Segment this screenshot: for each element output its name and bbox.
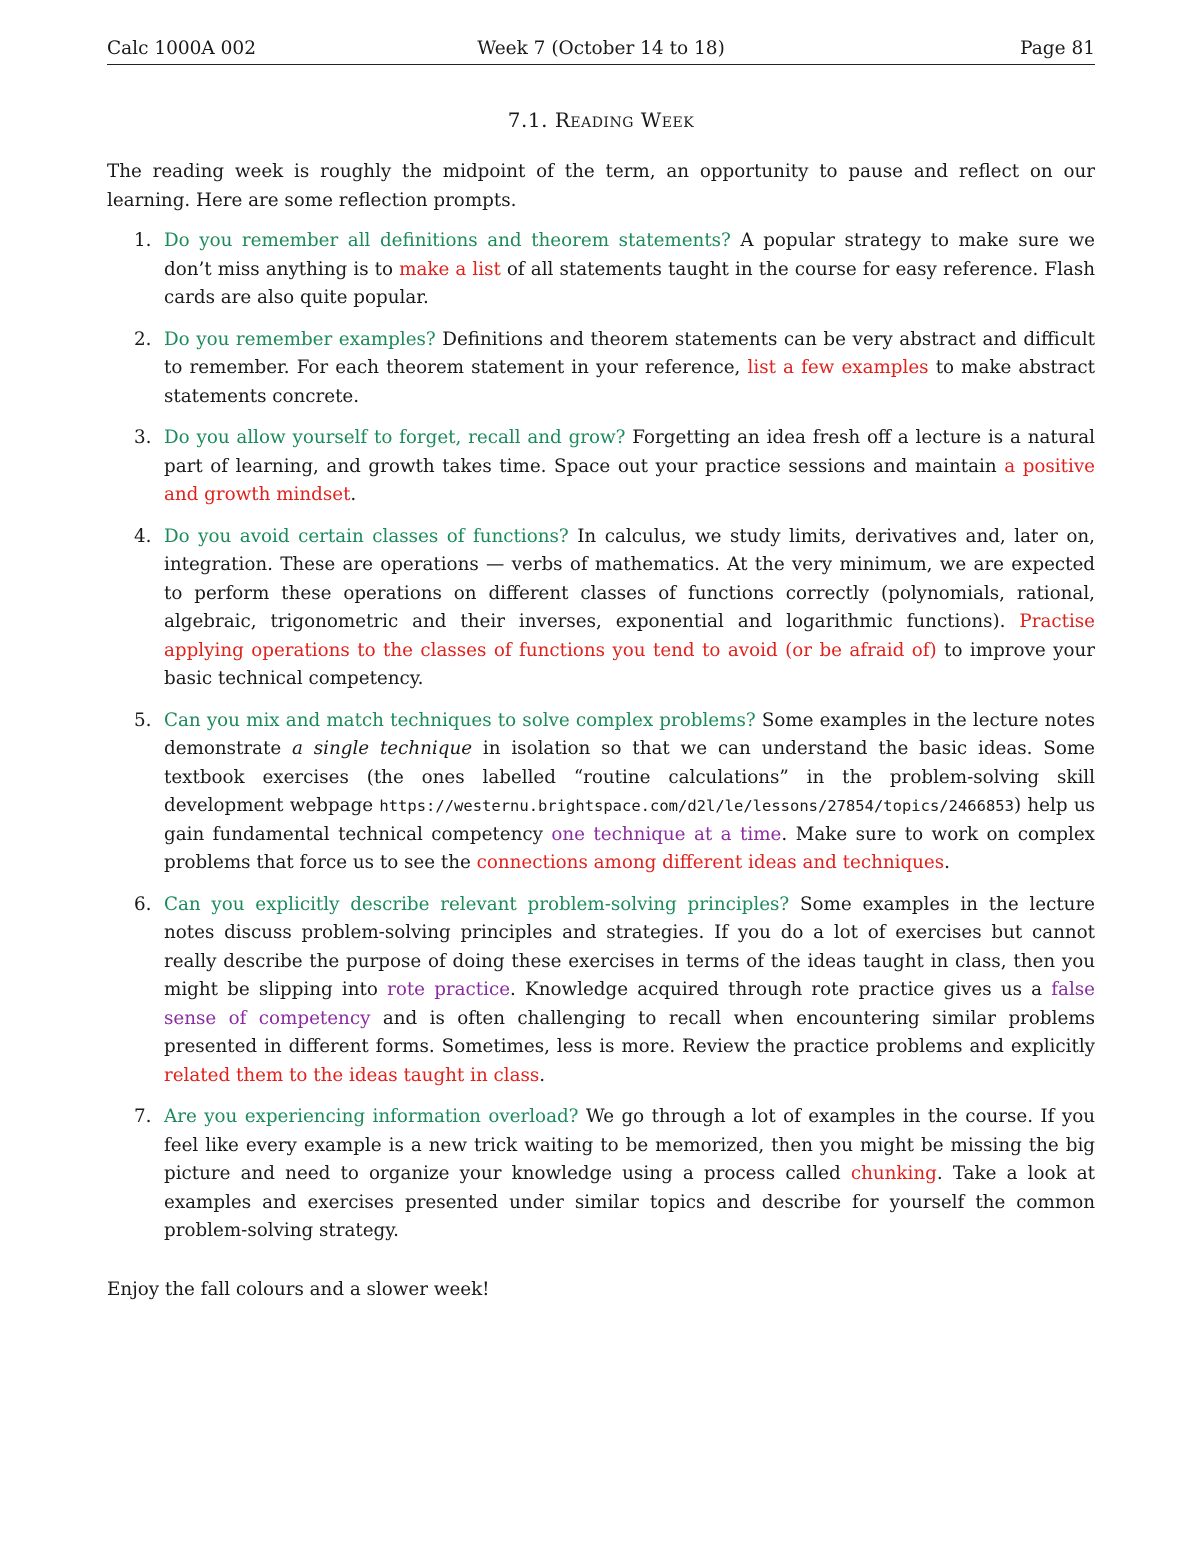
prompt-question: Do you remember examples? [164,328,436,350]
item-text: . [539,1064,546,1086]
highlight-red: connections among different ideas and techniques [476,852,945,873]
item-text: ) help us gain fundamental technical competency [164,795,1095,845]
highlight-red: related them to the ideas taught in class [164,1064,540,1086]
prompt-question: Do you avoid certain classes of functions? [164,525,569,547]
reflection-prompts-list [107,227,1095,1246]
highlight-red: list a few examples [747,357,929,378]
intro-paragraph: The reading week is roughly the midpoint of the term, an opportunity to pause and reflect on our learning. Here are some reflection prompts. [107,161,1095,211]
item-text: to make abstract statements concrete. [164,357,1095,407]
prompt-question: Can you mix and match techniques to solve complex problems? [164,709,756,731]
list-item [107,326,1095,412]
item-text: to improve your basic technical competency. [164,639,1095,689]
highlight-red: chunking [850,1163,937,1184]
page-header [107,38,1095,65]
closing-paragraph: Enjoy the fall colours and a slower week! [107,1278,490,1300]
list-item [107,1103,1095,1246]
item-text: . Knowledge acquired through rote practice gives us a [510,979,1052,1000]
item-number: 2. [134,328,152,350]
header-week: Week 7 (October 14 to 18) [477,38,725,59]
emphasis-text: a single technique [292,738,473,759]
highlight-red: a positive and growth mindset [164,455,1095,505]
item-number: 7. [134,1106,152,1127]
item-text: of all statements taught in the course for easy reference. Flash cards are also quite popular. [164,258,1096,308]
item-number: 6. [134,893,152,915]
item-text: We go through a lot of examples in the course. If you feel like every example is a new trick waiting to be memorized, then you might be missing the big picture and need to organize your knowledge using a process called [164,1106,1095,1184]
list-item [107,227,1095,313]
item-number: 3. [134,427,152,448]
section-number: 7.1. [507,108,548,132]
header-course: Calc 1000A 002 [107,38,256,59]
item-text: Forgetting an idea fresh off a lecture is a natural part of learning, and growth takes time. Space out your practice sessions and maintain [164,427,1095,477]
webpage-url-link[interactable]: https://westernu.brightspace.com/d2l/le/lessons/27854/topics/2466853 [379,797,1014,815]
highlight-red: Practise applying operations to the classes of functions you tend to avoid (or be afraid of) [164,611,1095,661]
item-text: Some examples in the lecture notes demonstrate [164,709,1095,759]
list-item [107,891,1095,1091]
document-body [107,158,1095,1322]
highlight-red: make a list [399,258,501,280]
highlight-purple: one technique at a time [551,823,782,845]
item-text: In calculus, we study limits, derivatives and, later on, integration. These are operations — verbs of mathematics. At the very minimum, we are expected to perform these operations on different classes of functions correctly (polynomials, rational, algebraic, trigonometric and their inverses, exponential and logarithmic functions). [164,525,1095,632]
list-item [107,707,1095,878]
list-item [107,523,1095,694]
item-text: and is often challenging to recall when encountering similar problems presented in different forms. Sometimes, less is more. Review the practice problems and explicitly [164,1007,1095,1057]
highlight-purple: rote practice [387,979,511,1000]
item-text: . [350,484,357,505]
prompt-question: Do you allow yourself to forget, recall and grow? [164,427,626,448]
prompt-question: Can you explicitly describe relevant problem-solving principles? [164,893,790,915]
section-title-text: Reading Week [554,108,695,132]
list-item [107,424,1095,510]
item-number: 1. [134,230,152,251]
header-page-number: Page 81 [1020,38,1095,59]
highlight-purple: false sense of competency [164,979,1095,1029]
item-number: 4. [134,525,152,547]
item-text: A popular strategy to make sure we don’t miss anything is to [164,230,1095,280]
item-text: . Take a look at examples and exercises presented under similar topics and describe for yourself the common problem-solving strategy. [164,1163,1095,1241]
item-text: Some examples in the lecture notes discuss problem-solving principles and strategies. If you do a lot of exercises but cannot really describe the purpose of doing these exercises in terms of the ideas taught in class, then you might be slipping into [164,893,1096,1000]
section-title [107,108,1095,132]
item-text: Definitions and theorem statements can be very abstract and difficult to remember. For each theorem statement in your reference, [164,328,1095,378]
item-text: . Make sure to work on complex problems that force us to see the [164,823,1095,873]
item-number: 5. [134,709,152,731]
item-text: in isolation so that we can understand the basic ideas. Some textbook exercises (the ones labelled “routine calculations” in the problem-solving skill development webpage [164,738,1095,816]
prompt-question: Do you remember all definitions and theorem statements? [164,230,731,251]
item-text: . [944,852,950,873]
prompt-question: Are you experiencing information overload? [164,1106,579,1127]
